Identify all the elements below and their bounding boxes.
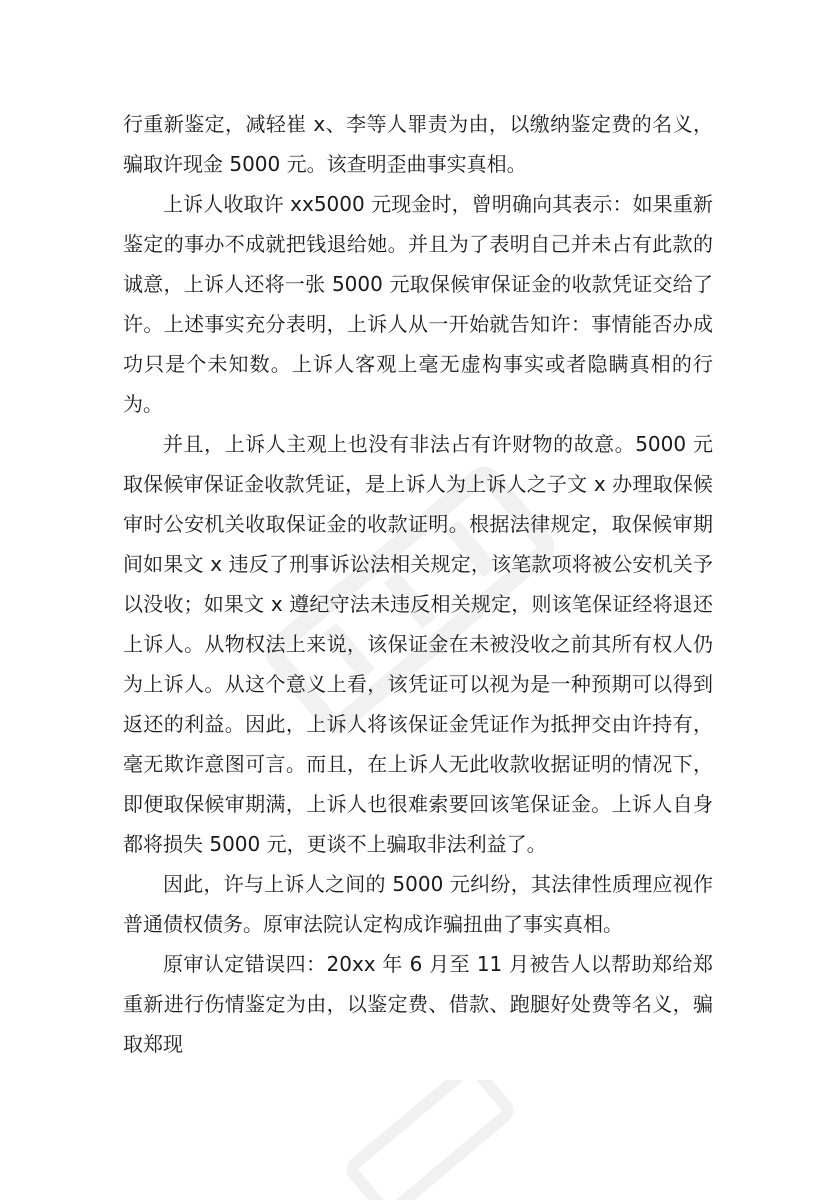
paragraph-1: 行重新鉴定，减轻崔 x、李等人罪责为由，以缴纳鉴定费的名义，骗取许现金 5000 元。该查明歪曲事实真相。 <box>123 112 713 176</box>
paragraph-4: 因此，许与上诉人之间的 5000 元纠纷，其法律性质理应视作普通债权债务。原审法院认定构成诈骗扭曲了事实真相。 <box>123 872 713 936</box>
document-body <box>123 104 713 1064</box>
watermark-bottom-icon <box>330 1080 530 1200</box>
paragraph-5: 原审认定错误四：20xx 年 6 月至 11 月被告人以帮助郑给郑重新进行伤情鉴定为由，以鉴定费、借款、跑腿好处费等名义，骗取郑现 <box>123 952 713 1056</box>
paragraph-3: 并且，上诉人主观上也没有非法占有许财物的故意。5000 元取保候审保证金收款凭证，是上诉人为上诉人之子文 x 办理取保候审时公安机关收取保证金的收款证明。根据法律规定，取保候审期间如果文 x 违反了刑事诉讼法相关规定，该笔款项将被公安机关予以没收；如果文 x 遵纪守法未违反相关规定，则该笔保证经将退还上诉人。从物权法上来说，该保证金在未被没收之前其所有权人仍为上诉人。从这个意义上看，该凭证可以视为是一种预期可以得到返还的利益。因此，上诉人将该保证金凭证作为抵押交由许持有，毫无欺诈意图可言。而且，在上诉人无此收款收据证明的情况下，即便取保候审期满，上诉人也很难索要回该笔保证金。上诉人自身都将损失 5000 元，更谈不上骗取非法利益了。 <box>123 432 713 856</box>
paragraph-2: 上诉人收取许 xx5000 元现金时，曾明确向其表示：如果重新鉴定的事办不成就把钱退给她。并且为了表明自己并未占有此款的诚意，上诉人还将一张 5000 元取保候审保证金的收款凭证交给了许。上述事实充分表明，上诉人从一开始就告知许：事情能否办成功只是个未知数。上诉人客观上毫无虚构事实或者隐瞒真相的行为。 <box>123 192 713 416</box>
